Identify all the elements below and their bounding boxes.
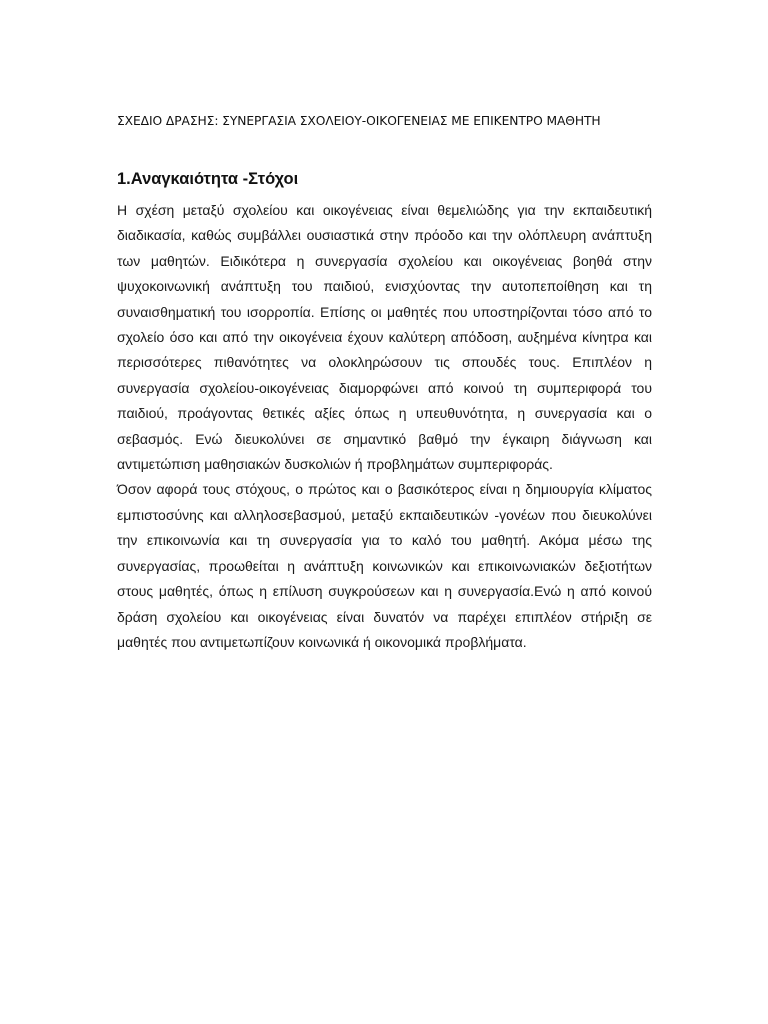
paragraph-goals: Όσον αφορά τους στόχους, ο πρώτος και ο βασικότερος είναι η δημιουργία κλίματος εμπιστοσύνης και αλληλοσεβασμού, μεταξύ εκπαιδευτικών -γονέων που διευκολύνει την επικοινωνία και τη συνεργασία για το καλό του μαθητή. Ακόμα μέσω της συνεργασίας, προωθείται η ανάπτυξη κοινωνικών και επικοινωνιακών δεξιοτήτων στους μαθητές, όπως η επίλυση συγκρούσεων και η συνεργασία.Ενώ η από κοινού δράση σχολείου και οικογένειας είναι δυνατόν να παρέχει επιπλέον στήριξη σε μαθητές που αντιμετωπίζουν κοινωνικά ή οικονομικά προβλήματα.: [117, 481, 652, 650]
document-title: ΣΧΕΔΙΟ ΔΡΑΣΗΣ: ΣΥΝΕΡΓΑΣΙΑ ΣΧΟΛΕΙΟΥ-ΟΙΚΟΓΕΝΕΙΑΣ ΜΕ ΕΠΙΚΕΝΤΡΟ ΜΑΘΗΤΗ: [117, 114, 601, 128]
section-heading: 1.Αναγκαιότητα -Στόχοι: [117, 170, 299, 188]
section-body: [117, 198, 652, 655]
paragraph-necessity: Η σχέση μεταξύ σχολείου και οικογένειας είναι θεμελιώδης για την εκπαιδευτική διαδικασία, καθώς συμβάλλει ουσιαστικά στην πρόοδο και την ολόπλευρη ανάπτυξη των μαθητών. Ειδικότερα η συνεργασία σχολείου και οικογένειας βοηθά στην ψυχοκοινωνική ανάπτυξη του παιδιού, ενισχύοντας την αυτοπεποίθηση και τη συναισθηματική του ισορροπία. Επίσης οι μαθητές που υποστηρίζονται τόσο από το σχολείο όσο και από την οικογένεια έχουν καλύτερη απόδοση, αυξημένα κίνητρα και περισσότερες πιθανότητες να ολοκληρώσουν τις σπουδές τους. Επιπλέον η συνεργασία σχολείου-οικογένειας διαμορφώνει από κοινού τη συμπεριφορά του παιδιού, προάγοντας θετικές αξίες όπως η υπευθυνότητα, η συνεργασία και ο σεβασμός. Ενώ διευκολύνει σε σημαντικό βαθμό την έγκαιρη διάγνωση και αντιμετώπιση μαθησιακών δυσκολιών ή προβλημάτων συμπεριφοράς.: [117, 202, 652, 473]
